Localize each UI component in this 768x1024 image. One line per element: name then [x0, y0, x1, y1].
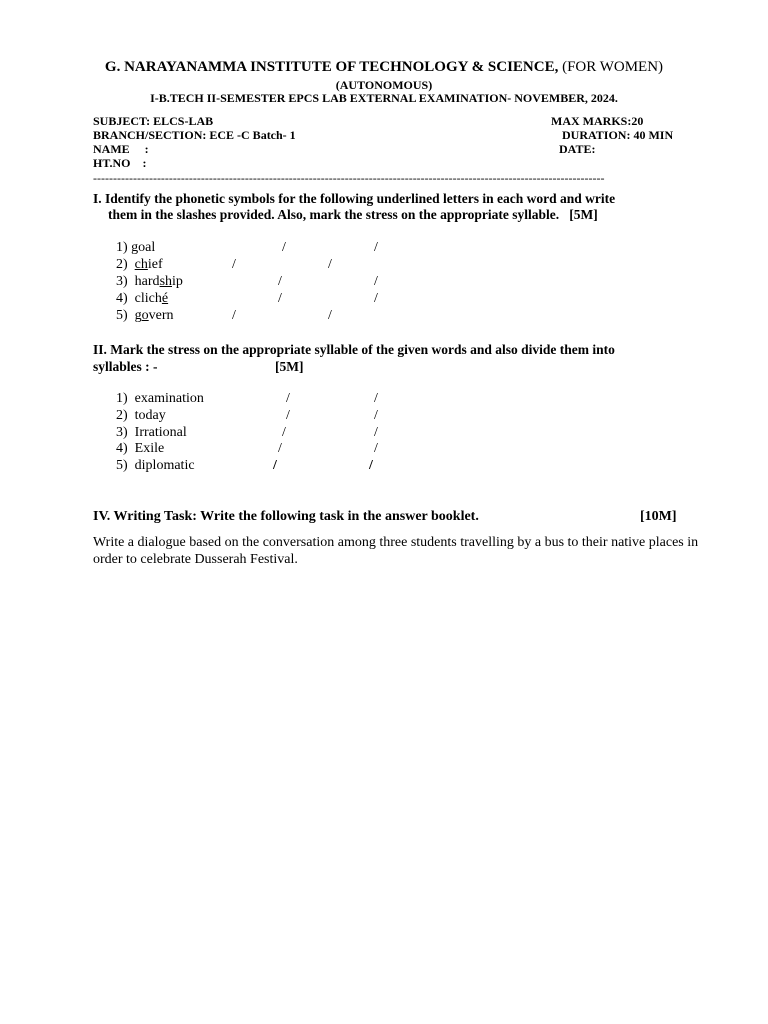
list-item: 5) govern	[116, 308, 174, 323]
list-item: 2) chief	[116, 257, 163, 272]
institute-suffix: (FOR WOMEN)	[562, 59, 664, 75]
exam-title: I-B.TECH II-SEMESTER EPCS LAB EXTERNAL EXAMINATION- NOVEMBER, 2024.	[150, 91, 618, 105]
institute-title: G. NARAYANAMMA INSTITUTE OF TECHNOLOGY & SCIENCE, (FOR WOMEN)	[104, 59, 664, 75]
section2-heading-line1: II. Mark the stress on the appropriate syllable of the given words and also divide them into	[93, 342, 615, 357]
slash-mark: /	[278, 274, 282, 289]
slash-mark: /	[278, 291, 282, 306]
subject-field: SUBJECT: ELCS-LAB	[93, 114, 214, 128]
slash-mark: /	[369, 458, 373, 473]
section4-heading: IV. Writing Task: Write the following task in the answer booklet.	[93, 509, 479, 524]
slash-mark: /	[374, 391, 378, 406]
duration-field: DURATION: 40 MIN	[562, 128, 674, 142]
list-item: 1) examination	[116, 391, 204, 406]
list-item: 4) Exile	[116, 441, 165, 456]
section1-heading-line2: them in the slashes provided. Also, mark the stress on the appropriate syllable. [5M]	[108, 207, 598, 222]
section1-heading-line1: I. Identify the phonetic symbols for the following underlined letters in each word and write	[93, 191, 616, 206]
slash-mark: /	[282, 425, 286, 440]
writing-task-body: Write a dialogue based on the conversation among three students travelling by a bus to their native places in order to celebrate Dusserah Festival.	[93, 535, 699, 567]
list-item: 4) cliché	[116, 291, 169, 306]
slash-mark: /	[374, 291, 378, 306]
slash-mark: /	[374, 408, 378, 423]
date-field: DATE:	[559, 142, 596, 156]
slash-mark: /	[232, 257, 236, 272]
slash-mark: /	[232, 308, 236, 323]
slash-mark: /	[374, 240, 378, 255]
section4-marks: [10M]	[640, 509, 677, 524]
htno-field: HT.NO :	[93, 156, 147, 170]
divider-line: --------------------------------------------------------------------------------------------------------------------------------	[93, 171, 605, 185]
list-item: 1) goal	[116, 240, 156, 255]
section2-heading-line2: syllables : -	[93, 359, 158, 374]
list-item: 2) today	[116, 408, 166, 423]
list-item: 3) hardship	[116, 274, 183, 289]
slash-mark: /	[374, 425, 378, 440]
slash-mark: /	[328, 308, 332, 323]
slash-mark: /	[282, 240, 286, 255]
autonomous-label: (AUTONOMOUS)	[335, 78, 433, 92]
slash-mark: /	[286, 391, 290, 406]
list-item: 3) Irrational	[116, 425, 187, 440]
slash-mark: /	[328, 257, 332, 272]
max-marks-field: MAX MARKS:20	[551, 114, 644, 128]
slash-mark: /	[278, 441, 282, 456]
list-item: 5) diplomatic	[116, 458, 195, 473]
branch-field: BRANCH/SECTION: ECE -C Batch- 1	[93, 128, 296, 142]
name-field: NAME :	[93, 142, 149, 156]
slash-mark: /	[374, 441, 378, 456]
section2-marks: [5M]	[275, 359, 304, 374]
slash-mark: /	[273, 458, 277, 473]
slash-mark: /	[286, 408, 290, 423]
slash-mark: /	[374, 274, 378, 289]
